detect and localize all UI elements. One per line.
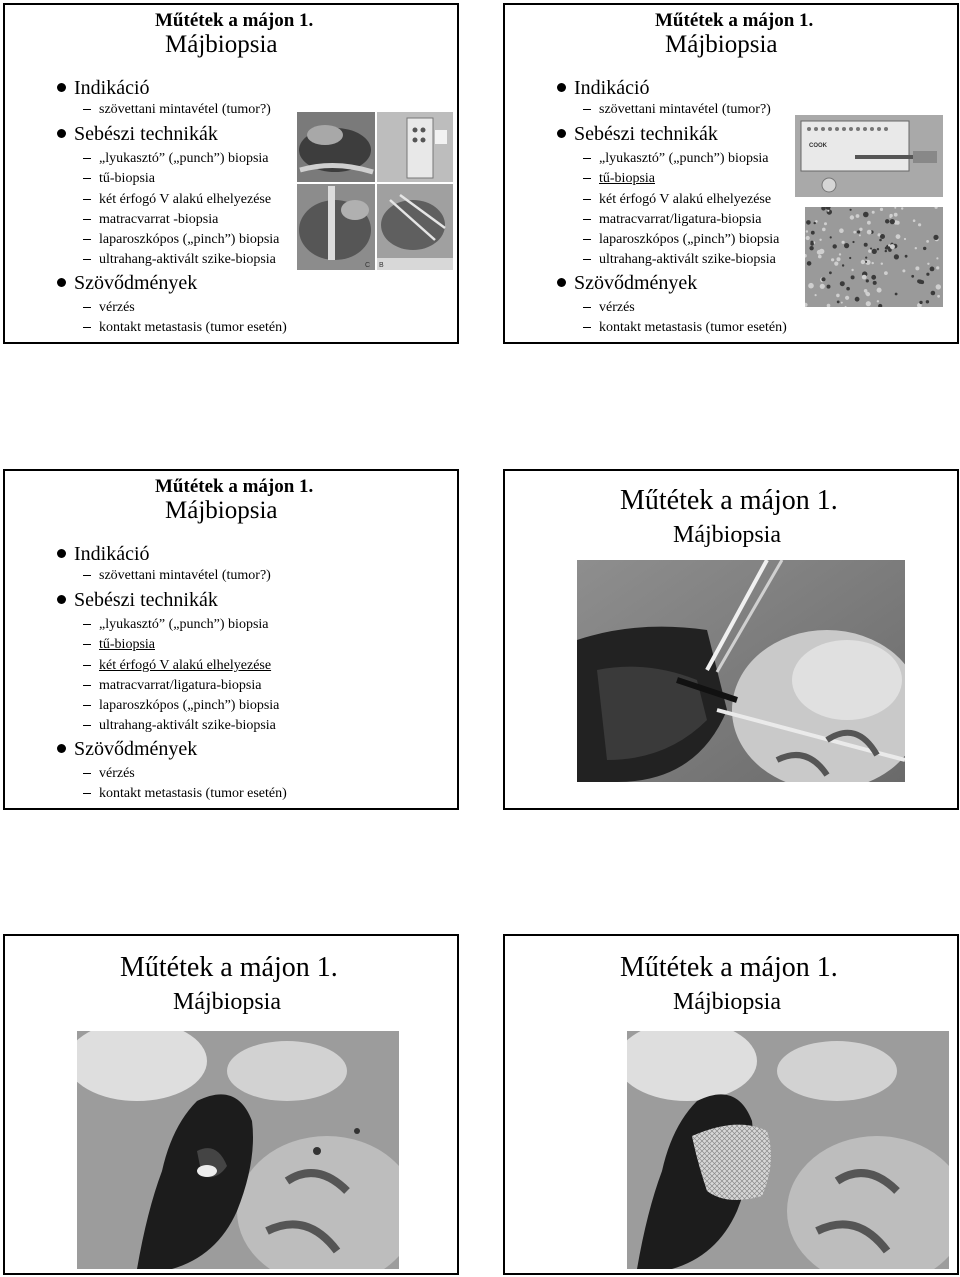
- slide-subtitle: Májbiopsia: [165, 497, 278, 524]
- slide-6: [503, 934, 959, 1275]
- bullet-complications: Szövődmények: [557, 272, 697, 295]
- sub-item: ultrahang-aktivált szike-biopsia: [83, 252, 276, 268]
- sub-item: „lyukasztó” („punch”) biopsia: [83, 617, 269, 633]
- bullet-complications: Szövődmények: [57, 272, 197, 295]
- sub-item: szövettani mintavétel (tumor?): [83, 568, 271, 584]
- panel-label-b: B: [379, 262, 384, 269]
- kit-brand-label: COOK: [809, 143, 827, 149]
- sub-item: tű-biopsia: [83, 637, 155, 653]
- bullet-indication: Indikáció: [57, 77, 150, 100]
- sub-item: vérzés: [83, 300, 135, 316]
- bullet-indication: Indikáció: [57, 543, 150, 566]
- sub-item: szövettani mintavétel (tumor?): [583, 102, 771, 118]
- sub-item: matracvarrat/ligatura-biopsia: [583, 212, 761, 228]
- slide-title: Műtétek a májon 1.: [620, 952, 838, 983]
- bullet-indication: Indikáció: [557, 77, 650, 100]
- bullet-techniques: Sebészi technikák: [557, 123, 718, 146]
- slide-title: Műtétek a májon 1.: [620, 485, 838, 516]
- sub-item: két érfogó V alakú elhelyezése: [583, 192, 771, 208]
- sub-item: vérzés: [83, 766, 135, 782]
- bullet-dot-icon: [557, 83, 566, 92]
- slide-subtitle: Májbiopsia: [673, 989, 781, 1015]
- bullet-dot-icon: [57, 83, 66, 92]
- slide-4: [503, 469, 959, 810]
- bullet-dot-icon: [57, 129, 66, 138]
- surgical-photo-collage: [295, 110, 455, 275]
- slide-title: Műtétek a májon 1.: [655, 10, 814, 31]
- bullet-dot-icon: [557, 278, 566, 287]
- sub-item: szövettani mintavétel (tumor?): [83, 102, 271, 118]
- biopsy-needle-kit-photo: [795, 115, 943, 197]
- sub-item: matracvarrat/ligatura-biopsia: [83, 678, 261, 694]
- sub-item: laparoszkópos („pinch”) biopsia: [583, 232, 779, 248]
- slide-title: Műtétek a májon 1.: [120, 952, 338, 983]
- panel-label-c: C: [365, 262, 371, 269]
- slide-5: [3, 934, 459, 1275]
- bullet-techniques: Sebészi technikák: [57, 123, 218, 146]
- slide-3: [3, 469, 459, 810]
- sub-item: két érfogó V alakú elhelyezése: [83, 192, 271, 208]
- bullet-dot-icon: [557, 129, 566, 138]
- sub-item: matracvarrat -biopsia: [83, 212, 218, 228]
- slide-subtitle: Májbiopsia: [165, 31, 278, 58]
- sub-item: két érfogó V alakú elhelyezése: [83, 658, 271, 674]
- sub-item: laparoszkópos („pinch”) biopsia: [83, 232, 279, 248]
- sub-item: kontakt metastasis (tumor esetén): [83, 786, 287, 802]
- sub-item: tű-biopsia: [583, 171, 655, 187]
- sub-item: „lyukasztó” („punch”) biopsia: [583, 151, 769, 167]
- sub-item: tű-biopsia: [83, 171, 155, 187]
- liver-bleeding-photo: [77, 1031, 399, 1269]
- bullet-dot-icon: [57, 549, 66, 558]
- bullet-dot-icon: [57, 278, 66, 287]
- slide-subtitle: Májbiopsia: [173, 989, 281, 1015]
- liver-hemostatic-mesh-photo: [627, 1031, 949, 1269]
- bullet-complications: Szövődmények: [57, 738, 197, 761]
- sub-item: ultrahang-aktivált szike-biopsia: [583, 252, 776, 268]
- histology-photo: [805, 207, 943, 307]
- bullet-techniques: Sebészi technikák: [57, 589, 218, 612]
- slide-subtitle: Májbiopsia: [673, 522, 781, 548]
- sub-item: laparoszkópos („pinch”) biopsia: [83, 698, 279, 714]
- bullet-dot-icon: [57, 595, 66, 604]
- sub-item: „lyukasztó” („punch”) biopsia: [83, 151, 269, 167]
- sub-item: ultrahang-aktivált szike-biopsia: [83, 718, 276, 734]
- sub-item: kontakt metastasis (tumor esetén): [83, 320, 287, 336]
- bullet-dot-icon: [57, 744, 66, 753]
- sub-item: kontakt metastasis (tumor esetén): [583, 320, 787, 336]
- slide-title: Műtétek a májon 1.: [155, 10, 314, 31]
- slide-title: Műtétek a májon 1.: [155, 476, 314, 497]
- liver-biopsy-photo: [577, 560, 905, 782]
- slide-subtitle: Májbiopsia: [665, 31, 778, 58]
- slide-2: [503, 3, 959, 344]
- sub-item: vérzés: [583, 300, 635, 316]
- slide-1: [3, 3, 459, 344]
